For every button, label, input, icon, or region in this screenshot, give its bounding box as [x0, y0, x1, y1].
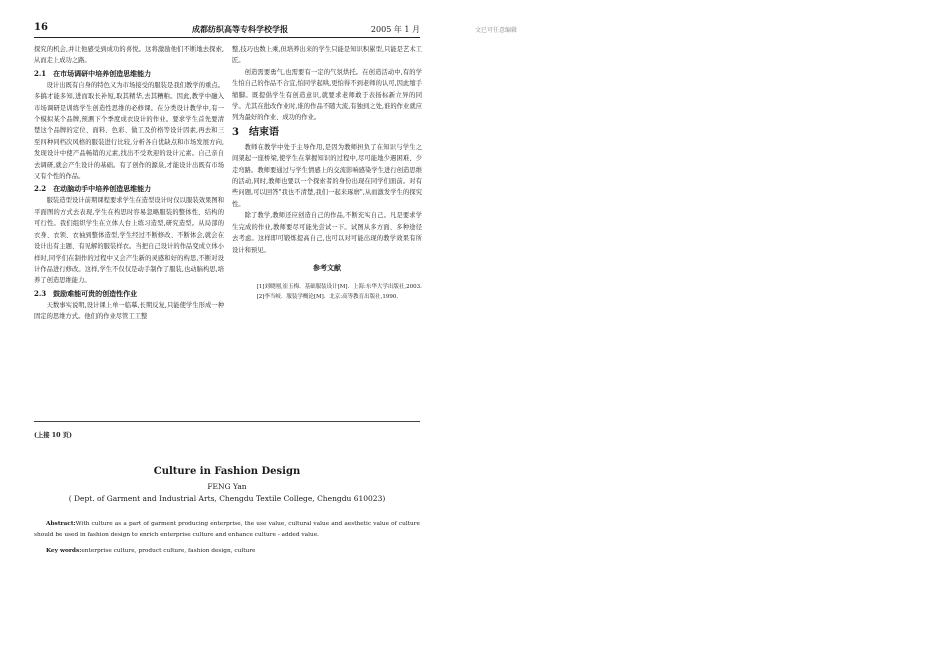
header-rule — [34, 37, 420, 38]
issue-date: 2005 年 1 月 — [370, 25, 420, 34]
right-column — [232, 44, 422, 303]
english-keywords — [46, 546, 420, 557]
paragraph: 教师在教学中处于主导作用,是因为教师担负了在知识与学生之间架起一座桥梁,使学生在掌握知识的过程中,尽可能地少遇困难、少走弯路。教师要通过与学生情感上的交流影响感染学生进行创造思维的活动,同时,教师也要以一个探索者的身份出现在同学们面前。对有些问题,可以回答"我也不清楚,我们一起来琢磨",从而激发学生的探究性。 — [232, 143, 422, 208]
reference-item: [2]李当岐．服装学概论[M]．北京:高等教育出版社,1990. — [256, 294, 399, 301]
paragraph: 服装造型设计前期课程要求学生在造型设计时仅以服装效果图和平面图的方式去表现,学生在构思时容易忽略服装的整体性、结构的可行性。我们组织学生在立体人台上练习造型,研究造型。从局部的衣身、衣领、衣袖到整体造型,学生经过不断修改、不断体会,就会在设计出有主题、有见解的服装样衣。当把自己设计的作品变成立体小样时,同学们在制作的过程中又会产生新的灵感和好的构思,不断对设计作品进行修改。这样,学生不仅仅是动手制作了服装,也动脑构思,培养了创造思维能力。 — [34, 197, 224, 285]
section-heading-2-1: 2.1 在市场调研中培养创造思维能力 — [34, 68, 152, 78]
paragraph: 天数事实说明,设计课上单一临摹,长期反复,只能使学生形成一种固定的思维方式。他们的作业尽管工工整 — [34, 301, 224, 321]
keywords-text: enterprise culture, product culture, fashion design, culture — [81, 548, 256, 554]
journal-name: 成都纺织高等专科学校学报 — [192, 24, 288, 34]
continuation-note: (上接 10 页) — [34, 432, 72, 439]
section-heading-2-3: 2.3 鼓励难能可贵的创造性作业 — [34, 288, 138, 298]
watermark-text: 文巳可任意编辑 — [475, 27, 518, 34]
english-title: Culture in Fashion Design — [153, 466, 301, 477]
paragraph: 除了教学,教师还应创造自己的作品,不断充实自己。凡是要求学生完成的作业,教师要尽可能先尝试一下。试图从多方面、多种途径去考虑。这样即可锻炼提高自己,也可以对可能出现的教学效果有所设计和预见。 — [232, 212, 422, 254]
references-heading: 参考文献 — [313, 262, 341, 272]
reference-item: [1]刘晓刚,崔玉梅．基础服装设计[M]．上海:东华大学出版社,2003. — [256, 283, 422, 290]
english-affiliation: ( Dept. of Garment and Industrial Arts, Chengdu Textile College, Chengdu 610023) — [68, 494, 386, 503]
paragraph: 整,技巧也数上乘,但培养出来的学生只能是知识积累型,只能是艺术工匠。 — [232, 46, 422, 65]
keywords-label: Key words: — [46, 548, 82, 554]
paragraph: 设计出既有自身的特色又为市场接受的服装是我们教学的重点。多搞才能多知,进而取长补短,取其精华,去其糟粕。因此,教学中融入市场调研是训练学生创造性思维的必修课。在分类设计教学中,有一个模拟某个品牌,预测下个季度成衣设计的作业。要求学生首先要清楚这个品牌的定位、面料、色彩、做工及价格等设计因素,再去和三至四种同档次风格的服装进行比较,分析各自优缺点和市场发展方向,发现设计中使产品畅销的元素,找出不受欢迎的设计元素。自己亲自去调研,就会产生设计的基础。有了创作的源泉,才能设计出既有市场又有个性的作品。 — [34, 81, 224, 181]
section-heading-3: 3 结束语 — [232, 126, 279, 138]
section-heading-2-2: 2.2 在动脑动手中培养创造思维能力 — [34, 184, 152, 194]
page-number: 16 — [34, 22, 48, 33]
paragraph: 探究的机会,并让他感受到成功的喜悦。这将激励他们不断地去探索,从而走上成功之路。 — [34, 46, 224, 65]
abstract-label: Abstract: — [46, 521, 76, 527]
english-abstract — [34, 519, 420, 541]
english-author: FENG Yan — [207, 482, 247, 491]
left-column — [34, 44, 224, 323]
abstract-text: With culture as a part of garment producing enterprise, the use value, cultural value and aesthetic value of culture should be used in fashion design to enrich enterprise culture and enhance culture - added value. — [34, 521, 420, 538]
section-divider — [34, 421, 420, 422]
paragraph: 创造需要勇气,也需要有一定的气氛烘托。在创造活动中,有的学生怕自己的作品不合宜,怕同学起哄,更怕得不到老师的认可,因此缩手缩脚。既提倡学生有创造意识,就要求老师敢于表扬标新立异的同学。尤其在批改作业时,谁的作品不随大流,有独到之处,谁的作业就应列为最好的作业、成功的作业。 — [232, 68, 422, 122]
running-header — [34, 22, 420, 36]
